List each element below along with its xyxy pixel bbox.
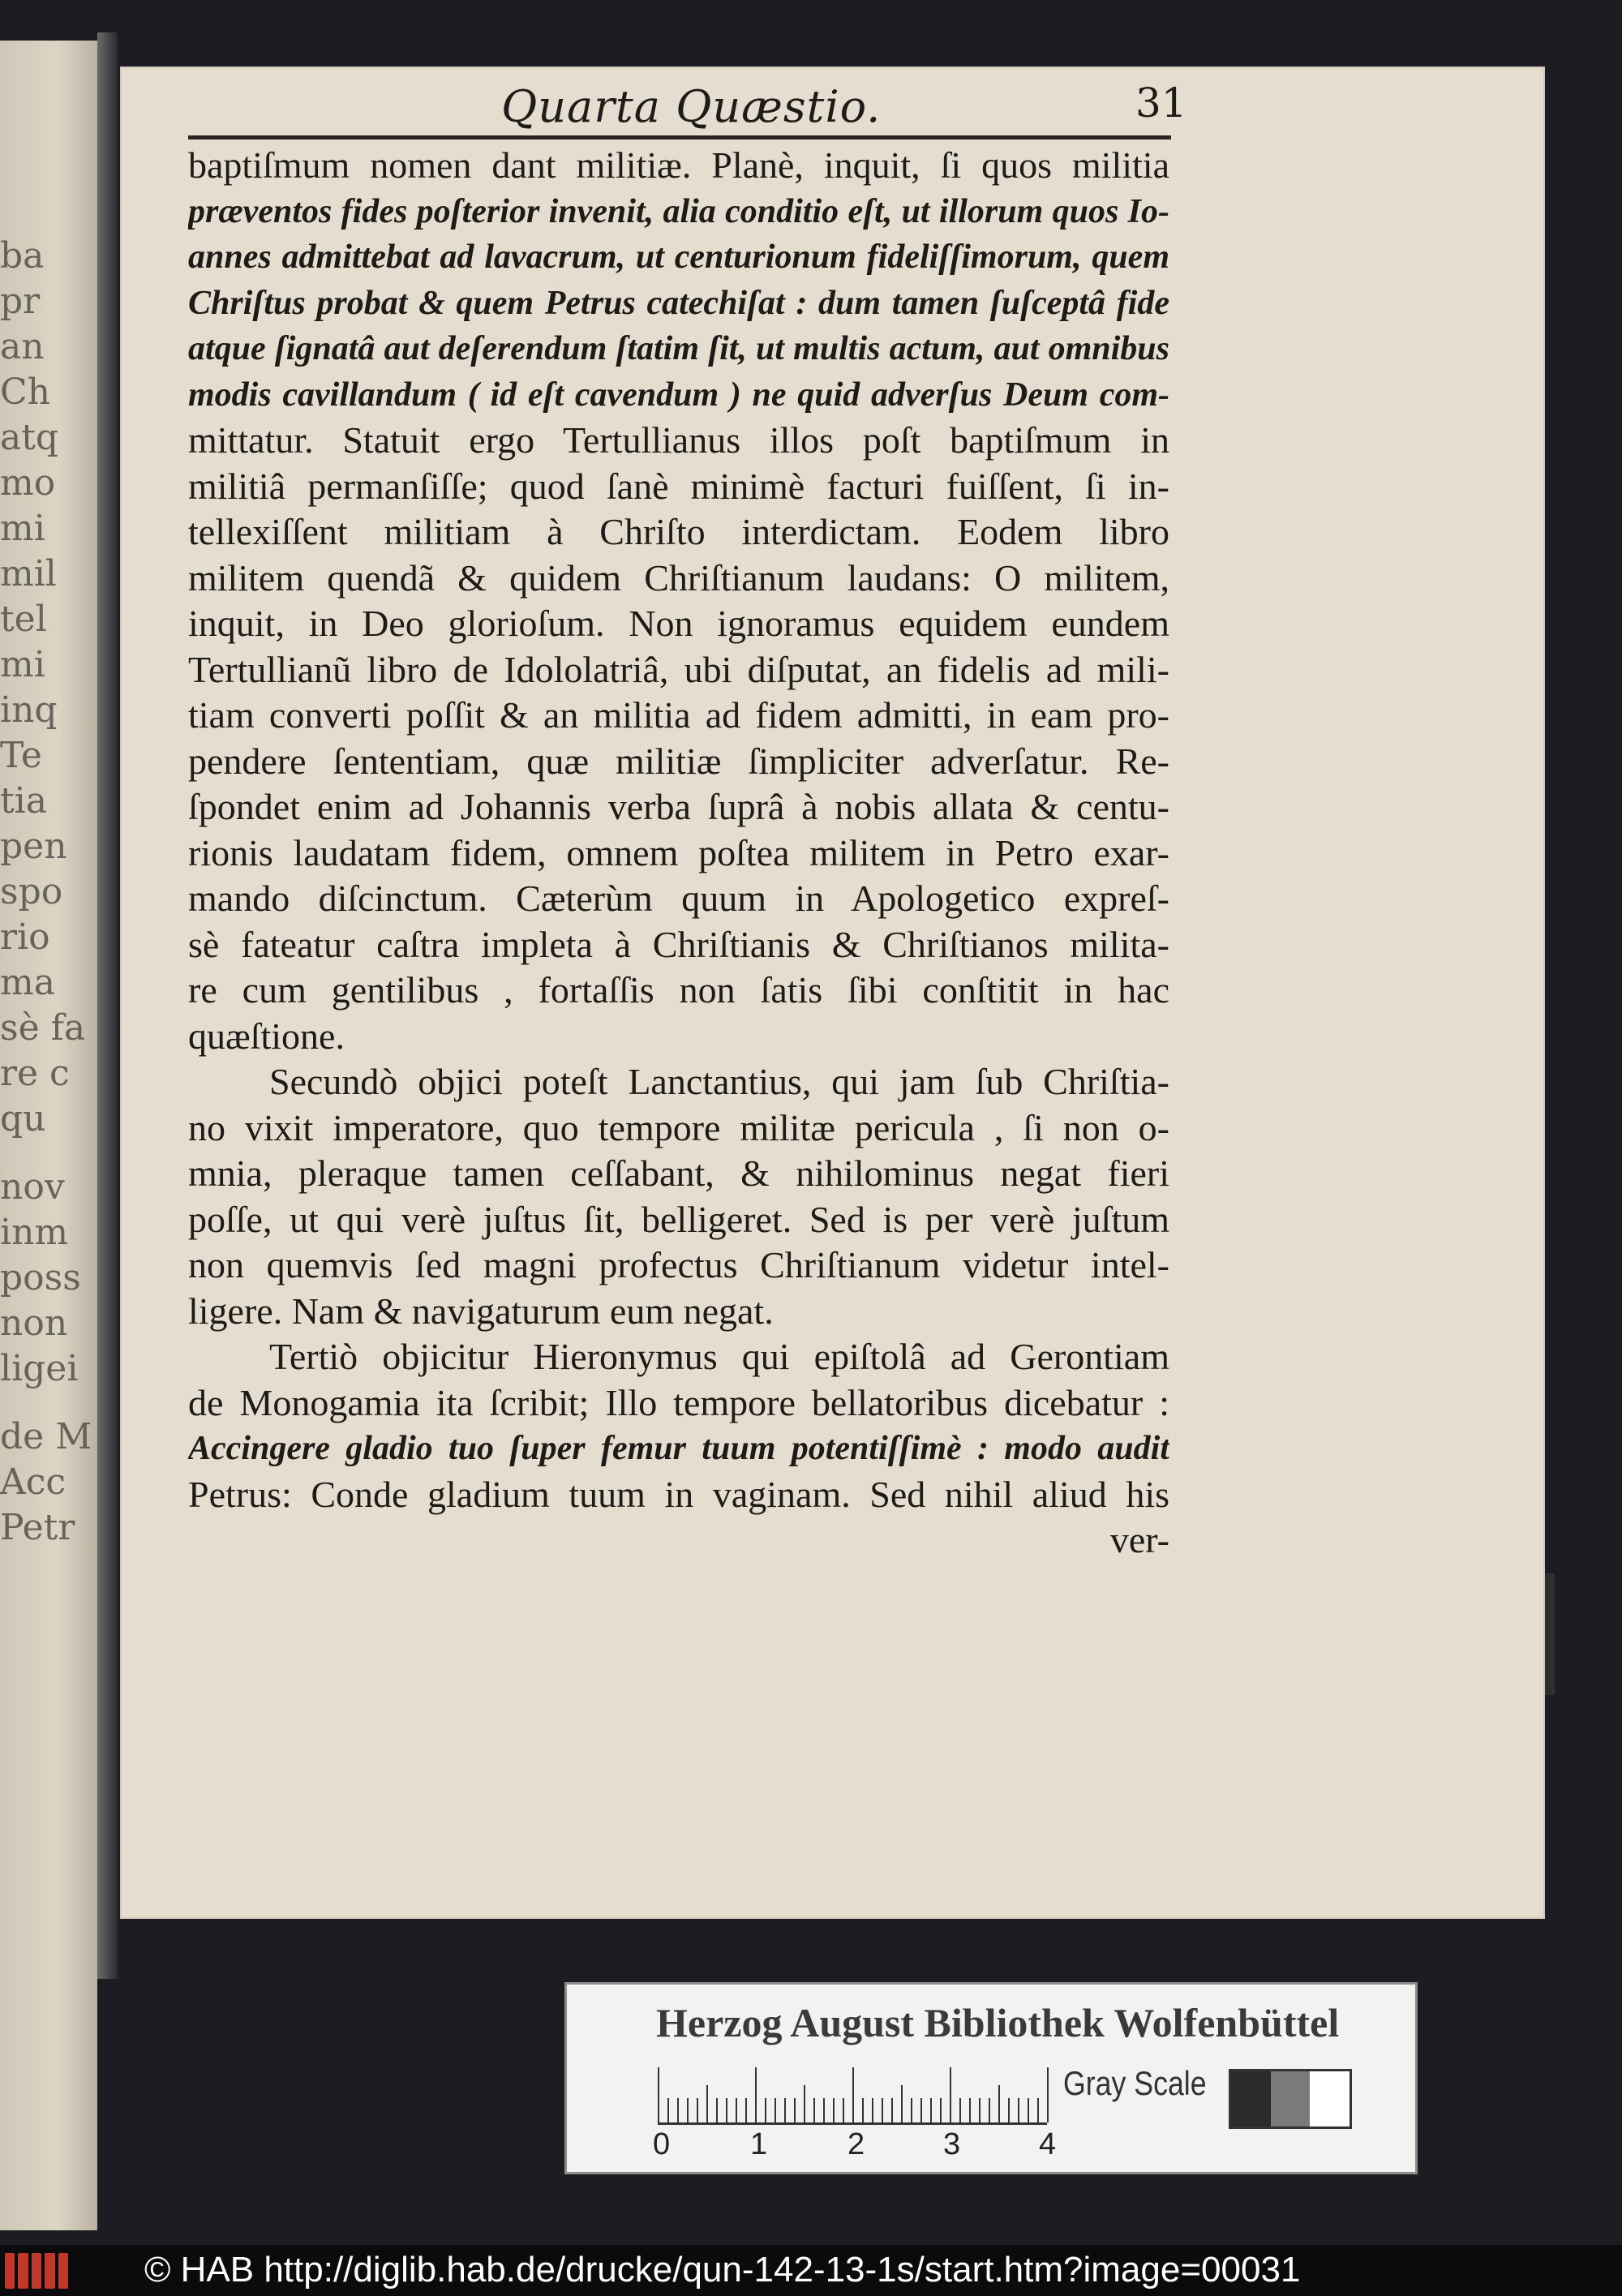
text-line: baptiſmum nomen dant militiæ. Planè, inquit, ſi quos militia [188, 144, 1169, 186]
ruler-tick [998, 2085, 1000, 2122]
ruler-tick [969, 2098, 971, 2122]
text-line: annes admittebat ad lavacrum, ut centurionum fideliſſimorum, quem [188, 238, 1169, 276]
text-line: Secundò objici poteſt Lanctantius, qui jam ſub Chriſtia- [269, 1061, 1169, 1102]
facing-page-fragment: atq [0, 417, 59, 458]
color-scale-card [564, 1982, 1418, 2174]
text-line: modis cavillandum ( id eſt cavendum ) ne quid adverſus Deum com- [188, 376, 1169, 414]
facing-page-fragment: nov [0, 1166, 65, 1208]
ruler-tick [755, 2067, 757, 2122]
facing-page-fragment: mo [0, 462, 56, 504]
book-gutter [97, 32, 118, 1979]
facing-page-fragment: pr [0, 281, 41, 322]
ruler-number-3: 3 [943, 2127, 961, 2161]
ruler-tick [716, 2098, 718, 2122]
facing-page-fragment: mil [0, 553, 57, 594]
facing-page-fragment: tia [0, 780, 47, 822]
ruler-tick [950, 2067, 951, 2122]
facing-page-fragment: de M [0, 1416, 92, 1457]
ruler-number-0: 0 [653, 2127, 671, 2161]
text-line: præventos fides poſterior invenit, alia conditio eſt, ut illorum quos Io- [188, 192, 1169, 230]
text-line: ligere. Nam & navigaturum eum negat. [188, 1290, 774, 1332]
ruler-tick [882, 2098, 883, 2122]
facing-page-fragment: mi [0, 508, 45, 549]
ruler-number-2: 2 [847, 2127, 865, 2161]
ruler-tick [726, 2098, 727, 2122]
text-line: ſpondet enim ad Johannis verba ſuprâ à nobis allata & centu- [188, 786, 1169, 827]
facing-page-fragment: qu [0, 1098, 46, 1139]
ruler-tick [697, 2098, 698, 2122]
facing-page-fragment: Ch [0, 371, 51, 413]
facing-page-fragment: ma [0, 962, 55, 1003]
facing-page-fragment: pen [0, 826, 67, 867]
ruler-tick [736, 2098, 737, 2122]
ruler-tick [1028, 2098, 1029, 2122]
text-line: militem quendã & quidem Chriſtianum laudans: O militem, [188, 556, 1169, 599]
ruler-tick [862, 2098, 864, 2122]
ruler-tick [891, 2098, 893, 2122]
facing-page-fragment: non [0, 1302, 68, 1344]
facing-page-fragment: ba [0, 235, 45, 277]
ruler-number-1: 1 [750, 2127, 768, 2161]
text-line: tiam converti poſſit & an militia ad fidem admitti, in eam pro- [188, 694, 1169, 736]
ruler-tick [745, 2098, 747, 2122]
facing-page-fragment: spo [0, 871, 63, 912]
ruler-tick [775, 2098, 776, 2122]
ruler-tick [843, 2098, 844, 2122]
text-line: Tertiò objicitur Hieronymus qui epiſtolâ ad Gerontiam [269, 1336, 1169, 1377]
body-text [188, 143, 1169, 1564]
ruler-tick [901, 2085, 903, 2122]
text-line: mnia, pleraque tamen ceſſabant, & nihilominus negat fieri [188, 1152, 1169, 1194]
page-edge-shadow [1545, 1573, 1555, 1695]
ruler-tick [687, 2098, 689, 2122]
ruler-tick [765, 2098, 766, 2122]
ruler-tick [784, 2098, 786, 2122]
ruler-tick [920, 2098, 922, 2122]
text-line: re cum gentilibus , fortaſſis non ſatis ſibi conſtitit in hac [188, 969, 1169, 1011]
text-line: Tertullianũ libro de Idololatriâ, ubi diſputat, an fidelis ad mili- [188, 648, 1169, 690]
text-line: non quemvis ſed magni profectus Chriſtianum videtur intel- [188, 1244, 1169, 1285]
text-line: Accingere gladio tuo ſuper femur tuum potentiſſimè : modo audit [188, 1430, 1169, 1467]
text-line: ver- [1109, 1519, 1169, 1560]
ruler-tick [667, 2098, 669, 2122]
facing-page-fragment: ligei [0, 1348, 79, 1389]
text-line: rionis laudatam fidem, omnem poſtea militem in Petro exar- [188, 831, 1169, 873]
measurement-ruler [658, 2066, 1047, 2125]
ruler-tick [658, 2067, 659, 2122]
facing-page-fragment: poss [0, 1257, 81, 1298]
text-line: tellexiſſent militiam à Chriſto interdictam. Eodem libro [188, 511, 1169, 552]
header-rule [188, 135, 1171, 139]
ruler-tick [823, 2098, 825, 2122]
ruler-number-4: 4 [1039, 2127, 1057, 2161]
footer-bar [0, 2245, 1622, 2296]
gray-swatch [1271, 2071, 1311, 2126]
copyright-url[interactable]: © HAB http://diglib.hab.de/drucke/qun-142-13-1s/start.htm?image=00031 [144, 2250, 1301, 2290]
text-line: poſſe, ut qui verè juſtus ſit, belligeret. Sed is per verè juſtum [188, 1198, 1169, 1240]
hab-logo-icon [5, 2253, 68, 2289]
ruler-tick [677, 2098, 679, 2122]
gray-swatch [1231, 2071, 1271, 2126]
facing-page-fragment: tel [0, 599, 47, 640]
text-line: pendere ſententiam, quæ militiæ ſimpliciter adverſatur. Re- [188, 740, 1169, 782]
ruler-tick [1047, 2067, 1049, 2122]
text-line: inquit, in Deo glorioſum. Non ignoramus equidem eundem [188, 603, 1169, 644]
facing-page-fragment: Acc [0, 1461, 67, 1503]
gray-scale-label: Gray Scale [1063, 2064, 1207, 2102]
facing-page-fragment: rio [0, 916, 50, 958]
ruler-tick [911, 2098, 912, 2122]
facing-page-fragment: Petr [0, 1507, 75, 1548]
facing-page-fragment: re c [0, 1053, 70, 1094]
text-line: atque ſignatâ aut deſerendum ſtatim ſit, ut multis actum, aut omnibus [188, 330, 1169, 367]
ruler-tick [959, 2098, 961, 2122]
ruler-tick [940, 2098, 942, 2122]
ruler-tick [813, 2098, 815, 2122]
text-line: de Monogamia ita ſcribit; Illo tempore bellatoribus dicebatur : [188, 1381, 1169, 1423]
text-line: Petrus: Conde gladium tuum in vaginam. Sed nihil aliud his [188, 1473, 1169, 1515]
facing-page-fragment: inm [0, 1212, 69, 1253]
text-line: mittatur. Statuit ergo Tertullianus illos poſt baptiſmum in [188, 419, 1169, 461]
library-name: Herzog August Bibliothek Wolfenbüttel [656, 2000, 1340, 2045]
facing-page-fragment: mi [0, 644, 45, 685]
facing-page-fragment: inq [0, 689, 58, 731]
ruler-tick [872, 2098, 873, 2122]
text-line: militiâ permanſiſſe; quod ſanè minimè facturi fuiſſent, ſi in- [188, 465, 1169, 507]
page-number: 31 [1135, 79, 1187, 127]
ruler-tick [989, 2098, 990, 2122]
ruler-tick [1018, 2098, 1019, 2122]
ruler-tick [1037, 2098, 1039, 2122]
text-line: quæſtione. [188, 1015, 345, 1057]
text-line: mando diſcinctum. Cæterùm quum in Apologetico expreſ- [188, 878, 1169, 919]
ruler-tick [852, 2067, 854, 2122]
ruler-tick [804, 2085, 805, 2122]
gray-swatch [1310, 2071, 1350, 2126]
ruler-tick [930, 2098, 932, 2122]
text-line: sè fateatur caſtra impleta à Chriſtianis & Chriſtianos milita- [188, 923, 1169, 965]
ruler-tick [706, 2085, 708, 2122]
ruler-tick [794, 2098, 796, 2122]
text-line: Chriſtus probat & quem Petrus catechiſat : dum tamen ſuſceptâ fide [188, 284, 1169, 322]
facing-page-fragment: an [0, 326, 45, 367]
running-head: Quarta Quæstio. [501, 81, 882, 132]
ruler-tick [1008, 2098, 1010, 2122]
text-line: no vixit imperatore, quo tempore militæ pericula , ſi non o- [188, 1106, 1169, 1148]
facing-page-fragment: Te [0, 735, 42, 776]
gray-scale-swatches [1229, 2069, 1352, 2129]
ruler-tick [979, 2098, 980, 2122]
ruler-tick [833, 2098, 835, 2122]
facing-page-fragment: sè fa [0, 1007, 86, 1049]
